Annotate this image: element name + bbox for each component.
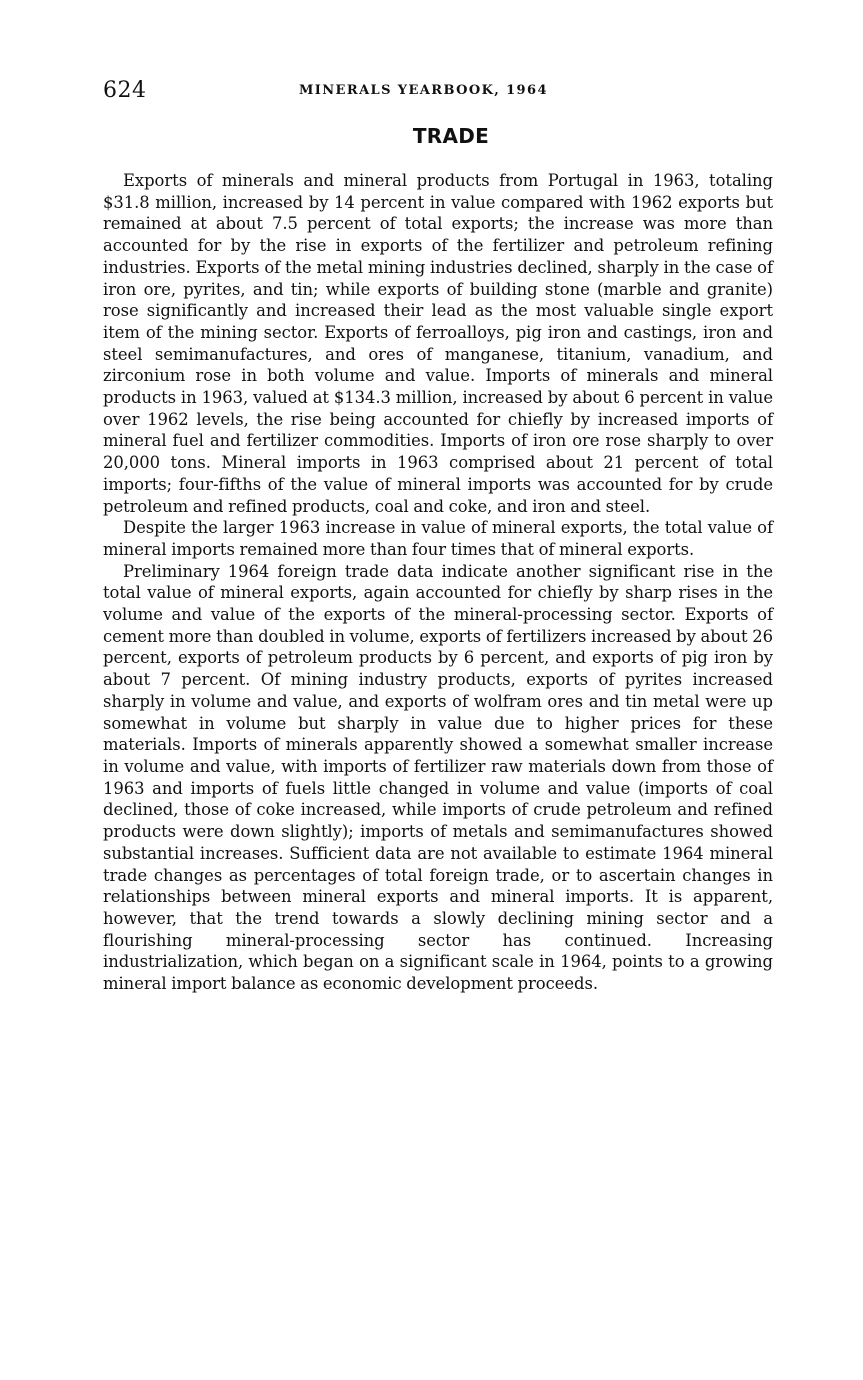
body-text <box>103 170 773 995</box>
running-head <box>103 78 773 108</box>
page <box>103 78 773 995</box>
section-heading: TRADE <box>412 124 490 148</box>
paragraph-exports-imports-1963: Exports of minerals and mineral products from Portugal in 1963, totaling $31.8 million, increased by 14 percent in value compared with 1962 exports but remained at about 7.5 percent of total exports; the increase was more than accounted for by the rise in exports of the fertilizer and petroleum refining industries. Exports of the metal mining industries declined, sharply in the case of iron ore, pyrites, and tin; while exports of building stone (marble and granite) rose significantly and increased their lead as the most valuable single export item of the mining sector. Exports of ferroalloys, pig iron and castings, iron and steel semimanufactures, and ores of manganese, titanium, vanadium, and zirconium rose in both volume and value. Imports of minerals and mineral products in 1963, valued at $134.3 million, increased by about 6 percent in value over 1962 levels, the rise being accounted for chiefly by increased imports of mineral fuel and fertilizer commodities. Imports of iron ore rose sharply to over 20,000 tons. Mineral imports in 1963 comprised about 21 percent of total imports; four-fifths of the value of mineral imports was accounted for by crude petroleum and refined products, coal and coke, and iron and steel. <box>103 171 773 516</box>
paragraph-import-export-ratio: Despite the larger 1963 increase in value of mineral exports, the total value of mineral imports remained more than four times that of mineral exports. <box>103 518 773 559</box>
running-title: MINERALS YEARBOOK, 1964 <box>299 83 548 98</box>
page-number: 624 <box>103 78 147 103</box>
paragraph-preliminary-1964: Preliminary 1964 foreign trade data indicate another significant rise in the total value of mineral exports, again accounted for chiefly by sharp rises in the volume and value of the exports of the mineral-processing sector. Exports of cement more than doubled in volume, exports of fertilizers increased by about 26 percent, exports of petroleum products by 6 percent, and exports of pig iron by about 7 percent. Of mining industry products, exports of pyrites increased sharply in volume and value, and exports of wolfram ores and tin metal were up somewhat in volume but sharply in value due to higher prices for these materials. Imports of minerals apparently showed a somewhat smaller increase in volume and value, with imports of fertilizer raw materials down from those of 1963 and imports of fuels little changed in volume and value (imports of coal declined, those of coke increased, while imports of crude petroleum and refined products were down slightly); imports of metals and semimanufactures showed substantial increases. Sufficient data are not available to estimate 1964 mineral trade changes as percentages of total foreign trade, or to ascertain changes in relationships between mineral exports and mineral imports. It is apparent, however, that the trend towards a slowly declining mining sector and a flourishing mineral-processing sector has continued. Increasing industrialization, which began on a significant scale in 1964, points to a growing mineral import balance as economic development proceeds. <box>103 561 773 994</box>
